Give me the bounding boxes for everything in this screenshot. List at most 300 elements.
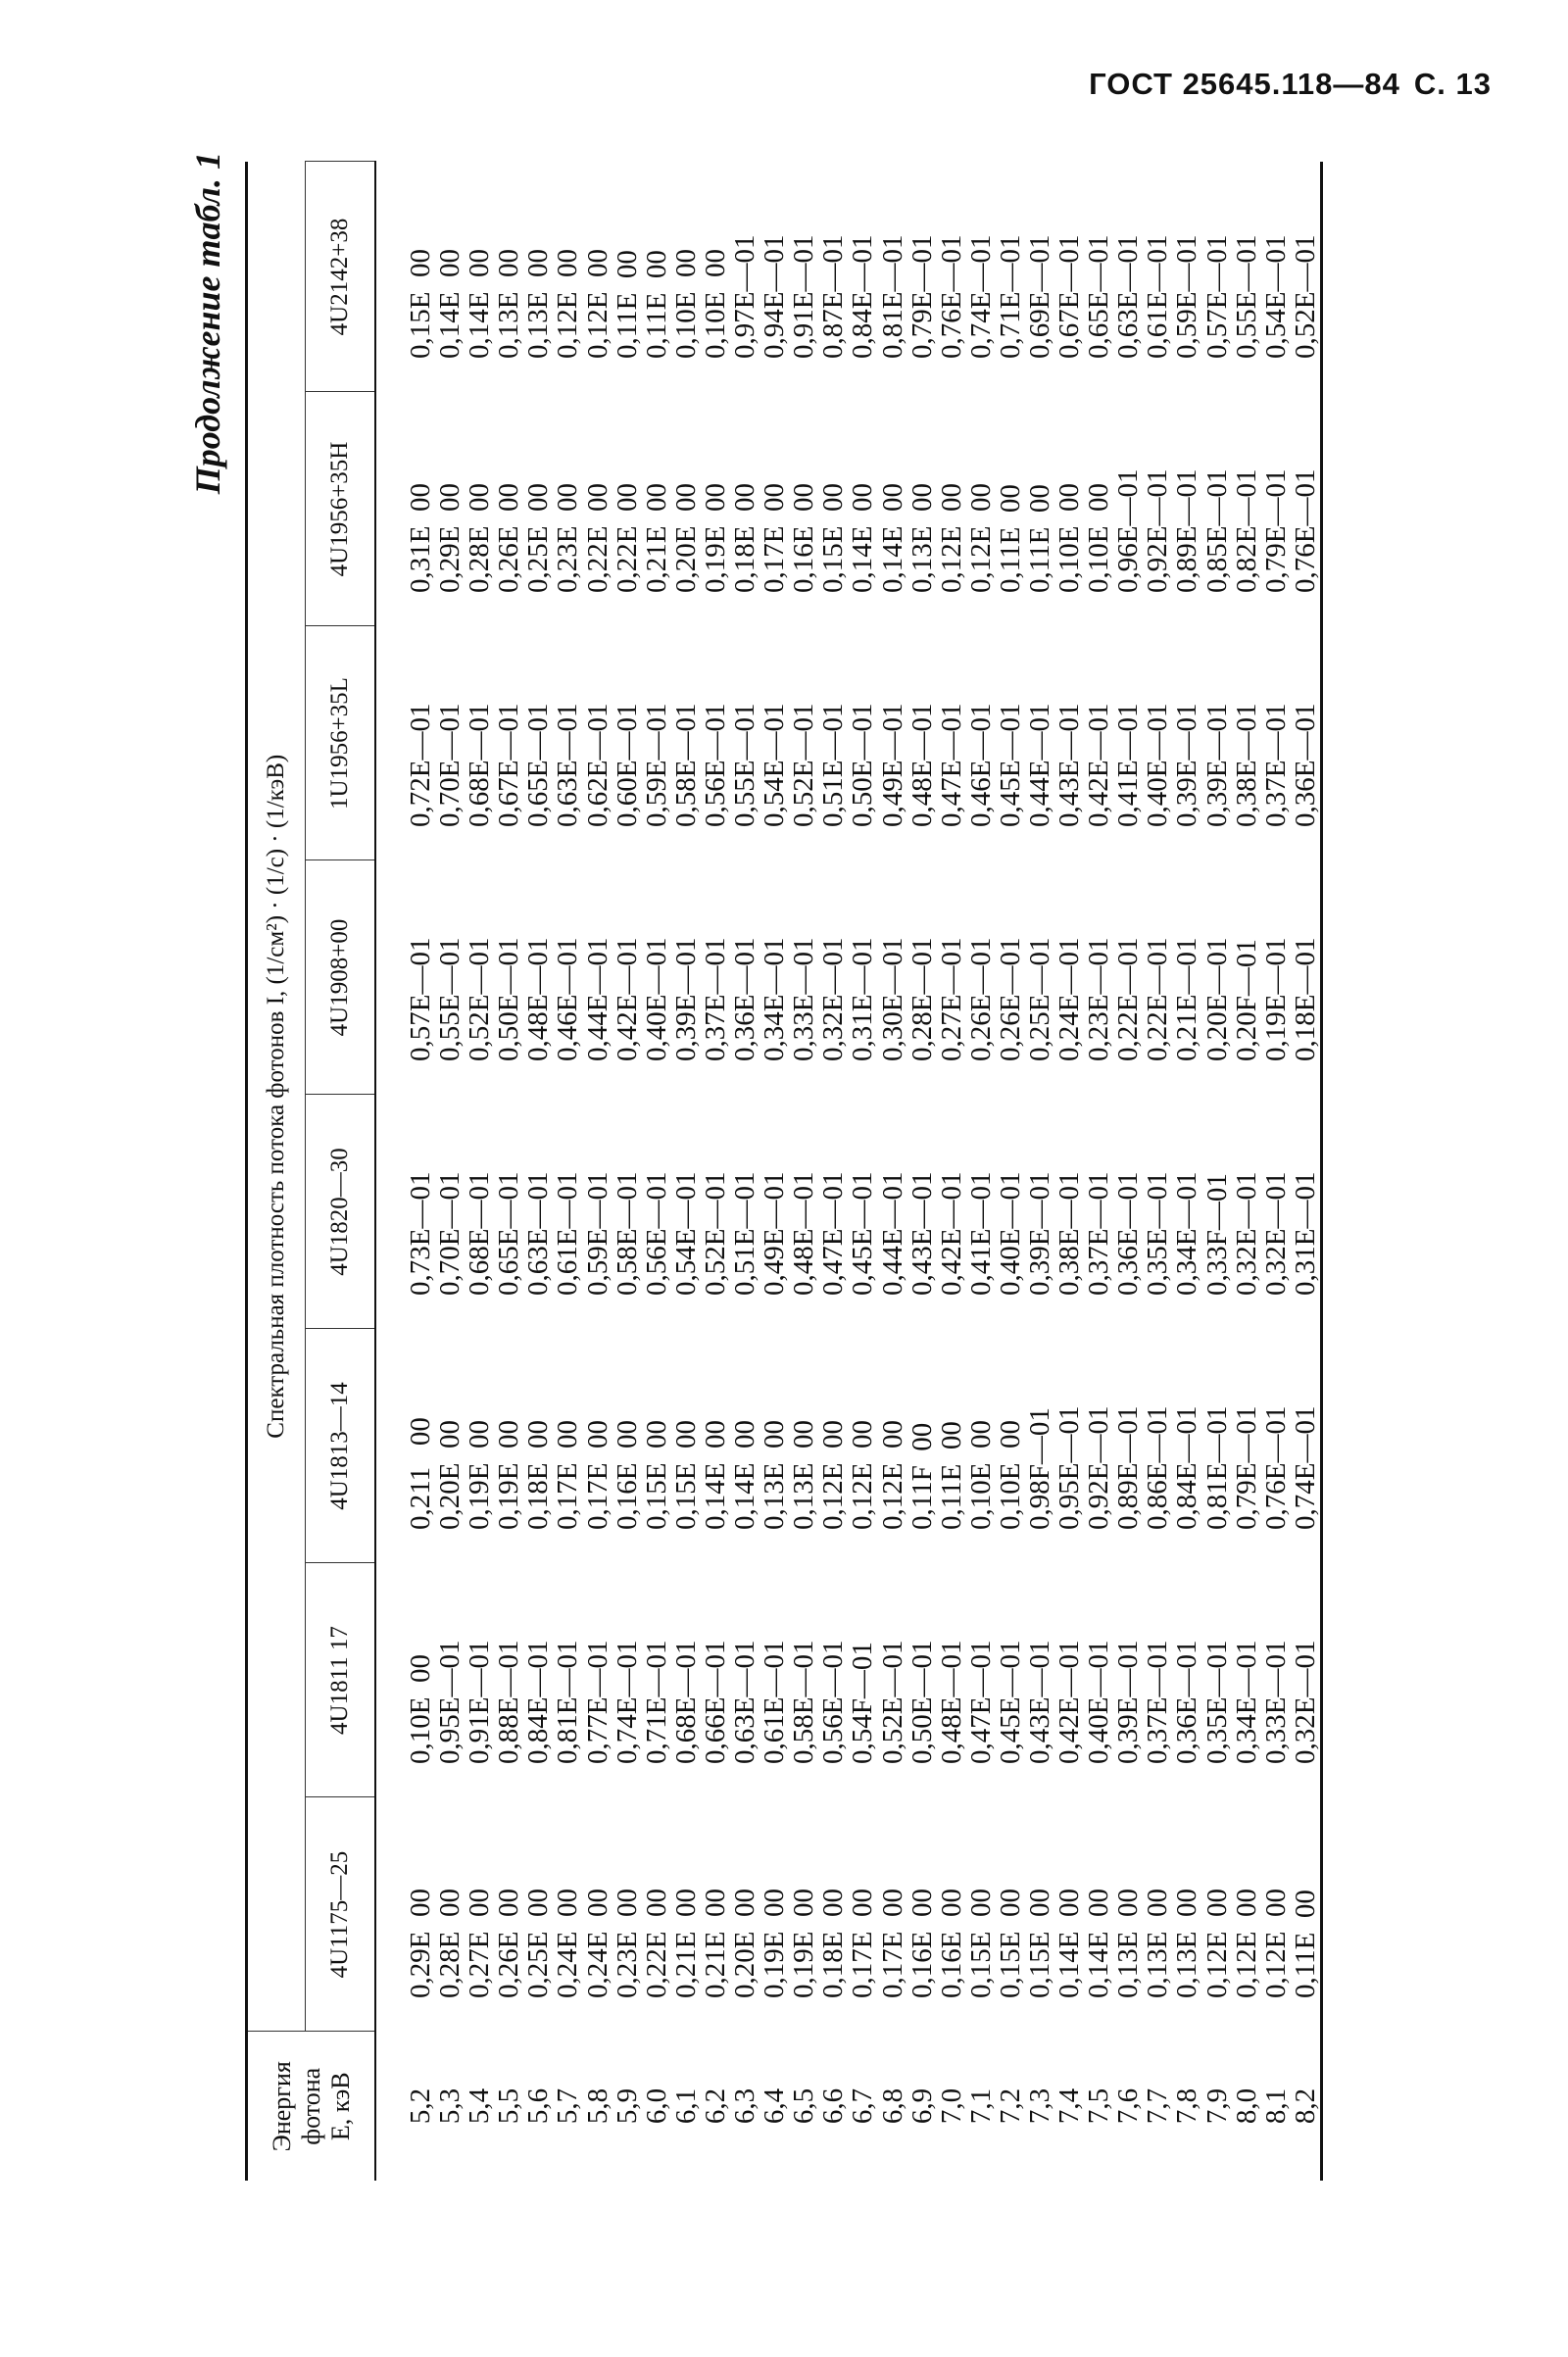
table-cell: 0,24E—01 [1054,937,1086,1061]
table-cell: 0,23E 00 [552,483,584,593]
table-cell: 0,45E—01 [994,703,1026,827]
table-cell: 0,14E 00 [699,1420,731,1530]
table-cell: 0,40E—01 [1083,1640,1115,1764]
table-cell: 0,10E 00 [699,249,731,359]
energy-value: 5,9 [611,2087,643,2125]
table-cell: 0,44E—01 [876,1171,908,1296]
table-cell: 0,63E—01 [729,1640,761,1764]
energy-value: 7,6 [1112,2087,1145,2125]
table-cell: 0,18E—01 [1289,937,1321,1061]
energy-column-header [247,2032,376,2181]
table-cell: 0,54E—01 [759,703,791,827]
table-cell: 0,54E—01 [1259,234,1292,359]
energy-value: 5,8 [581,2087,613,2125]
table-cell: 0,39E—01 [669,937,702,1061]
table-cell: 0,56E—01 [640,1171,672,1296]
table-cell: 0,84E—01 [1171,1405,1203,1530]
table-cell: 0,39E—01 [1023,1171,1055,1296]
table-cell: 0,66E—01 [699,1640,731,1764]
values-column-8 [375,162,1321,392]
values-column-2 [375,1563,1321,1797]
table-cell: 0,45E—01 [994,1640,1026,1764]
table-cell: 0,14E 00 [464,249,496,359]
table-cell: 0,65E—01 [493,1171,525,1296]
rotated-table-area [186,152,1529,2181]
table-cell: 0,37E—01 [1259,703,1292,827]
table-cell: 0,25E—01 [1023,937,1055,1061]
table-cell: 0,40E—01 [640,937,672,1061]
table-cell: 0,74E—01 [964,234,997,359]
table-cell: 0,55E—01 [1230,234,1262,359]
table-cell: 0,52E—01 [699,1171,731,1296]
table-cell: 0,14E 00 [847,483,879,593]
table-cell: 0,74E—01 [1289,1405,1321,1530]
table-cell: 0,18E 00 [817,1889,850,1998]
table-cell: 0,34E—01 [1230,1640,1262,1764]
energy-value: 6,1 [669,2087,702,2125]
table-cell: 0,40E—01 [1142,703,1174,827]
table-cell: 0,39E—01 [1112,1640,1145,1764]
table-cell: 0,59E—01 [1171,234,1203,359]
table-cell: 0,81E—01 [876,234,908,359]
table-cell: 0,12E 00 [964,483,997,593]
table-cell: 0,51E—01 [729,1171,761,1296]
table-cell: 0,19E 00 [788,1889,820,1998]
table-cell: 0,97E—01 [729,234,761,359]
energy-value: 7,1 [964,2087,997,2125]
table-cell: 0,33F—01 [1200,1173,1233,1296]
table-cell: 0,91E—01 [788,234,820,359]
table-cell: 0,98F—01 [1023,1407,1055,1530]
table-cell: 0,58E—01 [611,1171,643,1296]
table-body-row [375,162,1321,2181]
energy-value: 6,2 [699,2087,731,2125]
table-cell: 0,82E—01 [1230,468,1262,593]
table-cell: 0,47E—01 [817,1171,850,1296]
column-header-3: 4U1813—14 [306,1329,376,1563]
energy-value: 7,8 [1171,2087,1203,2125]
table-cell: 0,68E—01 [669,1640,702,1764]
table-cell: 0,11E 00 [1023,484,1055,593]
table-cell: 0,72E—01 [405,703,436,827]
table-cell: 0,16E 00 [611,1420,643,1530]
table-cell: 0,84E—01 [522,1640,555,1764]
energy-value: 7,0 [935,2087,967,2125]
table-cell: 0,11E 00 [994,484,1026,593]
energy-header-line-1: Энергия [267,2061,296,2152]
energy-value: 8,0 [1230,2087,1262,2125]
table-cell: 0,48E—01 [522,937,555,1061]
table-cell: 0,11F 00 [906,1422,938,1530]
table-cell: 0,29E 00 [434,483,466,593]
table-cell: 0,52E—01 [788,703,820,827]
table-cell: 0,44E—01 [1023,703,1055,827]
table-cell: 0,34E—01 [1171,1171,1203,1296]
table-cell: 0,46E—01 [964,703,997,827]
column-header-8: 4U2142+38 [306,162,376,392]
table-cell: 0,27E 00 [464,1889,496,1998]
table-cell: 0,52E—01 [876,1640,908,1764]
table-cell: 0,14E 00 [1083,1889,1115,1998]
table-cell: 0,43E—01 [1054,703,1086,827]
table-cell: 0,36E—01 [729,937,761,1061]
table-cell: 0,31E 00 [405,483,436,593]
table-cell: 0,13E 00 [1112,1889,1145,1998]
table-cell: 0,95E—01 [1054,1405,1086,1530]
table-cell: 0,26E 00 [493,1889,525,1998]
table-cell: 0,17E 00 [876,1889,908,1998]
table-cell: 0,17E 00 [581,1420,613,1530]
table-cell: 0,45E—01 [847,1171,879,1296]
table-cell: 0,30E—01 [876,937,908,1061]
table-cell: 0,52E—01 [1289,234,1321,359]
energy-value: 6,6 [817,2087,850,2125]
table-cell: 0,39E—01 [1171,703,1203,827]
table-cell: 0,94E—01 [759,234,791,359]
table-cell: 0,68E—01 [464,703,496,827]
table-cell: 0,60E—01 [611,703,643,827]
table-cell: 0,38E—01 [1230,703,1262,827]
table-cell: 0,32E—01 [1230,1171,1262,1296]
energy-value: 7,9 [1200,2087,1233,2125]
energy-value: 6,5 [788,2087,820,2125]
table-cell: 0,12E 00 [1230,1889,1262,1998]
spectral-density-group-header: Спектральная плотность потока фотонов I, (1/см²) · (1/с) · (1/кэВ) [247,162,306,2032]
table-cell: 0,21E—01 [1171,937,1203,1061]
table-cell: 0,15E 00 [669,1420,702,1530]
table-cell: 0,58E—01 [788,1640,820,1764]
table-cell: 0,38E—01 [1054,1171,1086,1296]
table-cell: 0,11E 00 [611,250,643,359]
table-cell: 0,211 00 [405,1417,436,1530]
table-cell: 0,13E 00 [1171,1889,1203,1998]
table-cell: 0,15E 00 [640,1420,672,1530]
table-cell: 0,19E—01 [1259,937,1292,1061]
table-cell: 0,37E—01 [1142,1640,1174,1764]
table-cell: 0,10E 00 [1083,483,1115,593]
energy-value: 6,7 [847,2087,879,2125]
table-cell: 0,17E 00 [552,1420,584,1530]
table-cell: 0,65E—01 [522,703,555,827]
table-cell: 0,17E 00 [759,483,791,593]
table-cell: 0,22E 00 [581,483,613,593]
table-cell: 0,20E 00 [669,483,702,593]
table-cell: 0,23E 00 [611,1889,643,1998]
table-cell: 0,22E 00 [640,1889,672,1998]
table-cell: 0,95E—01 [434,1640,466,1764]
table-cell: 0,10E 00 [1054,483,1086,593]
table-cell: 0,33E—01 [788,937,820,1061]
energy-header-line-3: E, кэВ [325,2072,355,2141]
energy-value: 5,6 [522,2087,555,2125]
table-cell: 0,52E—01 [464,937,496,1061]
table-cell: 0,43E—01 [906,1171,938,1296]
table-cell: 0,12E 00 [817,1420,850,1530]
table-cell: 0,63E—01 [522,1171,555,1296]
table-cell: 0,81E—01 [1200,1405,1233,1530]
table-cell: 0,14E 00 [1054,1889,1086,1998]
values-column-7 [375,392,1321,626]
table-cell: 0,42E—01 [935,1171,967,1296]
table-cell: 0,88E—01 [493,1640,525,1764]
table-cell: 0,77E—01 [581,1640,613,1764]
table-cell: 0,31E—01 [847,937,879,1061]
table-cell: 0,79E—01 [1230,1405,1262,1530]
table-cell: 0,84E—01 [847,234,879,359]
values-column-3 [375,1329,1321,1563]
energy-value: 7,3 [1023,2087,1055,2125]
table-cell: 0,20F—01 [1230,939,1262,1061]
table-cell: 0,36E—01 [1171,1640,1203,1764]
energy-value: 7,7 [1142,2087,1174,2125]
table-cell: 0,49E—01 [759,1171,791,1296]
table-cell: 0,13E 00 [493,249,525,359]
energy-value: 7,2 [994,2087,1026,2125]
table-cell: 0,28E 00 [464,483,496,593]
table-cell: 0,46E—01 [552,937,584,1061]
energy-value: 6,0 [640,2087,672,2125]
table-cell: 0,12E 00 [1200,1889,1233,1998]
energy-value: 5,3 [434,2087,466,2125]
table-cell: 0,24E 00 [581,1889,613,1998]
table-cell: 0,15E 00 [817,483,850,593]
energy-values-column [375,2032,1321,2181]
table-cell: 0,16E 00 [788,483,820,593]
table-cell: 0,17E 00 [847,1889,879,1998]
table-cell: 0,12E 00 [1259,1889,1292,1998]
table-cell: 0,19E 00 [464,1420,496,1530]
table-cell: 0,48E—01 [906,703,938,827]
table-cell: 0,50E—01 [493,937,525,1061]
table-cell: 0,36E—01 [1112,1171,1145,1296]
table-cell: 0,39E—01 [1200,703,1233,827]
values-column-6 [375,626,1321,860]
table-cell: 0,63E—01 [1112,234,1145,359]
table-cell: 0,25E 00 [522,483,555,593]
table-cell: 0,56E—01 [699,703,731,827]
table-cell: 0,11E 00 [640,250,672,359]
values-column-4 [375,1095,1321,1329]
table-cell: 0,19E 00 [759,1889,791,1998]
table-cell: 0,37E—01 [1083,1171,1115,1296]
table-cell: 0,49E—01 [876,703,908,827]
table-cell: 0,44E—01 [581,937,613,1061]
column-header-4: 4U1820—30 [306,1095,376,1329]
table-cell: 0,61E—01 [1142,234,1174,359]
table-cell: 0,58E—01 [669,703,702,827]
table-cell: 0,59E—01 [581,1171,613,1296]
table-cell: 0,12E 00 [876,1420,908,1530]
energy-value: 5,4 [464,2087,496,2125]
table-cell: 0,62E—01 [581,703,613,827]
table-cell: 0,42E—01 [1054,1640,1086,1764]
table-cell: 0,22E 00 [611,483,643,593]
table-cell: 0,71E—01 [640,1640,672,1764]
table-cell: 0,27E—01 [935,937,967,1061]
table-cell: 0,86E—01 [1142,1405,1174,1530]
page-header [1089,67,1492,102]
table-cell: 0,19E 00 [699,483,731,593]
table-cell: 0,26E 00 [493,483,525,593]
table-cell: 0,55E—01 [434,937,466,1061]
table-cell: 0,32E—01 [1289,1640,1321,1764]
table-cell: 0,14E 00 [876,483,908,593]
table-cell: 0,32E—01 [817,937,850,1061]
table-cell: 0,35E—01 [1200,1640,1233,1764]
table-cell: 0,11E 00 [1289,1890,1321,1998]
table-cell: 0,10E 00 [994,1420,1026,1530]
column-header-6: 1U1956+35L [306,626,376,860]
table-cell: 0,55E—01 [729,703,761,827]
table-cell: 0,23E—01 [1083,937,1115,1061]
table-cell: 0,67E—01 [493,703,525,827]
table-cell: 0,33E—01 [1259,1640,1292,1764]
energy-value: 5,2 [405,2087,436,2125]
table-cell: 0,41E—01 [1112,703,1145,827]
table-cell: 0,61E—01 [759,1640,791,1764]
table-cell: 0,68E—01 [464,1171,496,1296]
table-cell: 0,87E—01 [817,234,850,359]
table-cell: 0,51E—01 [817,703,850,827]
energy-value: 8,1 [1259,2087,1292,2125]
table-cell: 0,40E—01 [994,1171,1026,1296]
table-cell: 0,12E 00 [552,249,584,359]
table-cell: 0,13E 00 [788,1420,820,1530]
energy-value: 6,4 [759,2087,791,2125]
table-cell: 0,12E 00 [581,249,613,359]
table-cell: 0,76E—01 [935,234,967,359]
table-cell: 0,89E—01 [1112,1405,1145,1530]
table-cell: 0,57E—01 [405,937,436,1061]
energy-value: 6,3 [729,2087,761,2125]
table-cell: 0,15E 00 [1023,1889,1055,1998]
table-cell: 0,85E—01 [1200,468,1233,593]
table-cell: 0,76E—01 [1259,1405,1292,1530]
table-cell: 0,42E—01 [1083,703,1115,827]
table-cell: 0,20E 00 [729,1889,761,1998]
table-container [245,162,1519,2181]
table-cell: 0,24E 00 [552,1889,584,1998]
table-cell: 0,26E—01 [964,937,997,1061]
table-cell: 0,74E—01 [611,1640,643,1764]
spectral-density-table [245,161,1323,2181]
page-number: С. 13 [1413,67,1492,101]
table-cell: 0,67E—01 [1054,234,1086,359]
energy-value: 6,9 [906,2087,938,2125]
table-cell: 0,73E—01 [405,1171,436,1296]
table-cell: 0,13E 00 [906,483,938,593]
table-cell: 0,70E—01 [434,1171,466,1296]
energy-value: 5,5 [493,2087,525,2125]
table-cell: 0,20E 00 [434,1420,466,1530]
table-cell: 0,21E 00 [699,1889,731,1998]
table-cell: 0,20E—01 [1200,937,1233,1061]
table-cell: 0,10E 00 [964,1420,997,1530]
values-column-1 [375,1797,1321,2032]
column-header-7: 4U1956+35H [306,392,376,626]
table-cell: 0,70E—01 [434,703,466,827]
table-cell: 0,96E—01 [1112,468,1145,593]
table-cell: 0,10E 00 [405,1654,436,1764]
table-cell: 0,31E—01 [1289,1171,1321,1296]
table-cell: 0,28E—01 [906,937,938,1061]
table-cell: 0,54F—01 [847,1642,879,1764]
table-cell: 0,18E 00 [729,483,761,593]
table-cell: 0,42E—01 [611,937,643,1061]
table-cell: 0,15E 00 [994,1889,1026,1998]
table-cell: 0,15E 00 [405,249,436,359]
table-cell: 0,69E—01 [1023,234,1055,359]
table-cell: 0,19E 00 [493,1420,525,1530]
energy-value: 6,8 [876,2087,908,2125]
table-cell: 0,35E—01 [1142,1171,1174,1296]
table-cell: 0,50E—01 [906,1640,938,1764]
table-cell: 0,91E—01 [464,1640,496,1764]
table-cell: 0,16E 00 [906,1889,938,1998]
table-cell: 0,59E—01 [640,703,672,827]
table-cell: 0,16E 00 [935,1889,967,1998]
table-cell: 0,14E 00 [434,249,466,359]
table-cell: 0,34E—01 [759,937,791,1061]
values-column-5 [375,860,1321,1095]
table-cell: 0,11E 00 [935,1421,967,1530]
table-cell: 0,76E—01 [1289,468,1321,593]
energy-value: 8,2 [1289,2087,1321,2125]
table-cell: 0,21E 00 [640,483,672,593]
table-cell: 0,41E—01 [964,1171,997,1296]
energy-value: 7,4 [1054,2087,1086,2125]
column-header-5: 4U1908+00 [306,860,376,1095]
table-cell: 0,22E—01 [1142,937,1174,1061]
table-cell: 0,61E—01 [552,1171,584,1296]
energy-value: 5,7 [552,2087,584,2125]
table-cell: 0,32E—01 [1259,1171,1292,1296]
table-cell: 0,29E 00 [405,1889,436,1998]
standard-number: ГОСТ 25645.118—84 [1089,67,1400,101]
energy-header-line-2: фотона [296,2067,325,2145]
energy-value: 7,5 [1083,2087,1115,2125]
table-cell: 0,18E 00 [522,1420,555,1530]
table-cell: 0,81E—01 [552,1640,584,1764]
table-cell: 0,28E 00 [434,1889,466,1998]
table-cell: 0,50E—01 [847,703,879,827]
table-cell: 0,13E 00 [759,1420,791,1530]
table-cell: 0,92E—01 [1083,1405,1115,1530]
table-cell: 0,10E 00 [669,249,702,359]
table-cell: 0,79E—01 [906,234,938,359]
column-header-2: 4U1811 17 [306,1563,376,1797]
table-cell: 0,92E—01 [1142,468,1174,593]
table-cell: 0,47E—01 [935,703,967,827]
table-cell: 0,26E—01 [994,937,1026,1061]
table-cell: 0,47E—01 [964,1640,997,1764]
table-caption: Продолжение табл. 1 [188,152,227,495]
table-cell: 0,21E 00 [669,1889,702,1998]
table-cell: 0,43E—01 [1023,1640,1055,1764]
table-cell: 0,37E—01 [699,937,731,1061]
table-cell: 0,12E 00 [847,1420,879,1530]
table-cell: 0,48E—01 [788,1171,820,1296]
table-cell: 0,12E 00 [935,483,967,593]
table-cell: 0,71E—01 [994,234,1026,359]
table-cell: 0,36E—01 [1289,703,1321,827]
table-cell: 0,65E—01 [1083,234,1115,359]
table-cell: 0,25E 00 [522,1889,555,1998]
table-cell: 0,56E—01 [817,1640,850,1764]
table-cell: 0,54E—01 [669,1171,702,1296]
column-header-1: 4U1175—25 [306,1797,376,2032]
table-cell: 0,57E—01 [1200,234,1233,359]
